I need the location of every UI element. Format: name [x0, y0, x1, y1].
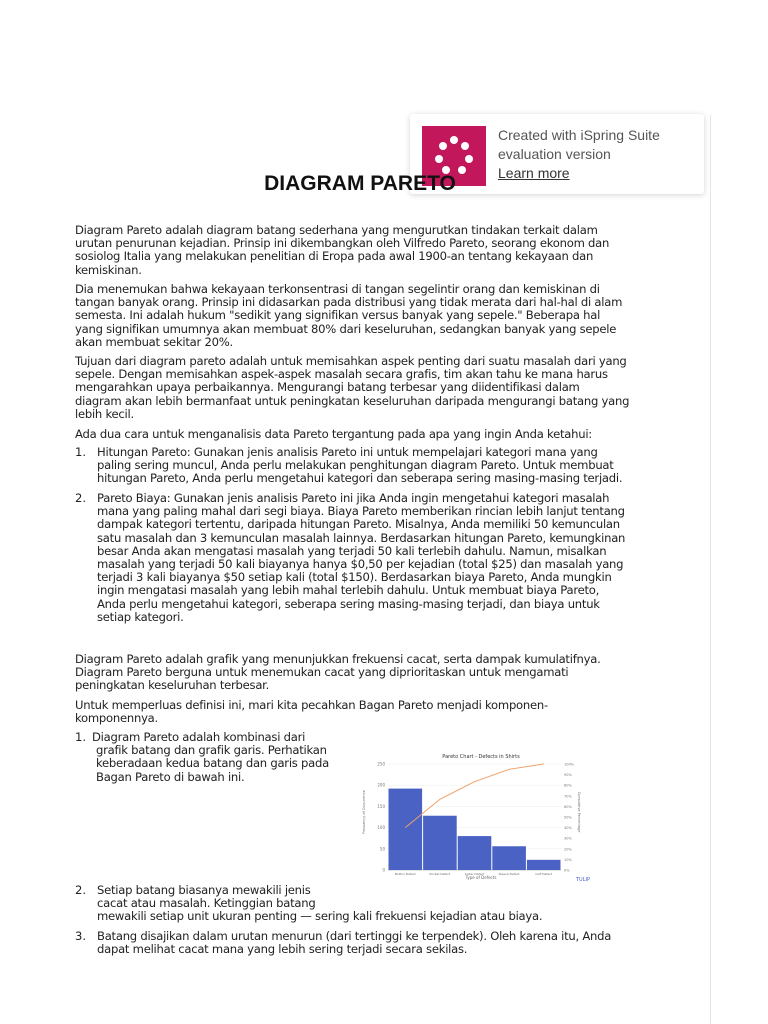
chart-plot — [356, 748, 606, 888]
chart-y-tick-label: 100 — [377, 825, 385, 831]
chart-x-tick-label: Collar Defect — [464, 872, 485, 876]
chart-x-tick-label: Cuff Defect — [535, 872, 553, 876]
text-line: lebih kecil. — [75, 406, 134, 421]
intro-paragraph-3 — [75, 355, 645, 421]
text-line: Diagram Pareto adalah grafik yang menunjukkan frekuensi cacat, serta dampak kumulatifnya. — [75, 652, 601, 666]
chart-y2-axis-label: Cumulative Percentage — [577, 791, 581, 833]
text-line: mengarahkan upaya perbaikannya. Mengurangi batang terbesar yang diidentifikasi dalam — [75, 380, 580, 395]
learn-more-link[interactable]: Learn more — [498, 165, 570, 181]
intro-paragraph-1 — [75, 224, 645, 277]
text-line: besar Anda akan mengatasi masalah yang terjadi 50 kali terlebih dahulu. Namun, misalkan — [97, 543, 607, 558]
text-line: satu masalah dan 3 kemunculan masalah lainnya. Berdasarkan hitungan Pareto, kemungkinan — [97, 530, 626, 545]
list-item-pareto-cost — [97, 492, 625, 624]
chart-x-tick-label: Pocket Defect — [429, 872, 451, 876]
text-line: mewakili setiap unit ukuran penting — sering kali frekuensi kejadian atau biaya. — [97, 909, 543, 924]
chart-y2-tick-label: 50% — [564, 815, 572, 820]
chart-y2-tick-label: 0% — [564, 868, 570, 873]
chart-y-tick-label: 150 — [377, 803, 385, 809]
chart-title: Pareto Chart - Defects in Shirts — [442, 754, 520, 760]
banner-line-2: evaluation version — [498, 146, 611, 162]
banner-line-1: Created with iSpring Suite — [498, 127, 660, 143]
page-edge-divider — [710, 115, 711, 1024]
chart-bar — [492, 846, 526, 870]
chart-y2-tick-label: 60% — [564, 804, 572, 809]
text-line: semesta. Ini adalah hukum "sedikit yang signifikan versus banyak yang sepele." Beberapa hal — [75, 308, 601, 323]
chart-bar — [389, 789, 423, 870]
list-item-descending-order — [97, 930, 611, 956]
text-line: tangan banyak orang. Prinsip ini didasarkan pada distribusi yang tidak merata dari hal-hal di alam — [75, 295, 623, 310]
chart-y-tick-label: 200 — [377, 782, 385, 788]
text-line: diagram akan lebih bermanfaat untuk peningkatan keseluruhan daripada mengurangi batang yang — [75, 393, 630, 408]
list-item-pareto-count — [97, 446, 622, 486]
chart-y2-tick-label: 70% — [564, 794, 572, 799]
list-item-bar-represents — [97, 884, 542, 924]
section2-paragraph-1 — [75, 653, 645, 693]
pareto-chart — [356, 748, 606, 888]
list-number: 1. — [75, 730, 87, 744]
text-line: hitungan Pareto, Anda perlu mengetahui kategori dan seberapa sering masing-masing terjadi. — [97, 471, 623, 486]
text-line: dampak kategori tertentu, daripada hitungan Pareto. Misalnya, Anda memiliki 50 kemunculan — [97, 517, 620, 532]
text-line: Bagan Pareto di bawah ini. — [96, 769, 245, 784]
page-title: DIAGRAM PARETO — [264, 172, 456, 195]
chart-y-tick-label: 0 — [382, 867, 385, 873]
text-line: komponennya. — [75, 711, 158, 726]
chart-y-axis-label: Frequency of Occurrence — [362, 790, 366, 834]
list-number: 2. — [75, 491, 87, 505]
text-line: keberadaan kedua batang dan garis pada — [96, 756, 329, 771]
text-line: ingin mengatasi masalah yang lebih mahal terlebih dahulu. Untuk membuat biaya Pareto, — [97, 583, 600, 598]
chart-x-tick-label: Button Defect — [394, 872, 416, 876]
text-line: Untuk memperluas definisi ini, mari kita pecahkan Bagan Pareto menjadi komponen- — [75, 698, 548, 712]
chart-bar — [423, 816, 457, 870]
chart-y2-tick-label: 40% — [564, 826, 572, 831]
chart-y2-tick-label: 10% — [564, 857, 572, 862]
list-number: 3. — [75, 929, 87, 943]
text-line: paling sering muncul, Anda perlu melakukan penghitungan diagram Pareto. Untuk membuat — [97, 458, 614, 473]
text-line: Dia menemukan bahwa kekayaan terkonsentrasi di tangan segelintir orang dan kemiskinan di — [75, 282, 600, 296]
chart-y2-tick-label: 80% — [564, 783, 572, 788]
text-line: sosiolog Italia yang melakukan penelitian di Eropa pada awal 1900-an tentang kekayaan dan — [75, 249, 594, 264]
text-line: kemiskinan. — [75, 262, 142, 277]
text-line: terjadi 3 kali biayanya $50 setiap kali (total $150). Berdasarkan biaya Pareto, Anda mungkin — [97, 570, 612, 585]
intro-paragraph-4: Ada dua cara untuk menganalisis data Pareto tergantung pada apa yang ingin Anda ketahui: — [75, 427, 592, 441]
text-line: Diagram Pareto berguna untuk menemukan cacat yang diprioritaskan untuk mengamati — [75, 665, 569, 680]
list-item-combination — [92, 731, 329, 784]
text-line: cacat atau masalah. Ketinggian batang — [97, 896, 316, 911]
chart-y2-tick-label: 90% — [564, 773, 572, 778]
list-number: 1. — [75, 445, 87, 459]
text-line: akan membuat sekitar 20%. — [75, 334, 233, 349]
text-line: Batang disajikan dalam urutan menurun (dari tertinggi ke terpendek). Oleh karena itu, Anda — [97, 929, 612, 943]
text-line: masalah yang terjadi 50 kali biayanya hanya $0,50 per kejadian (total $25) dan masalah yang — [97, 557, 624, 572]
text-line: sepele. Dengan memisahkan aspek-aspek masalah secara grafis, tim akan tahu ke mana harus — [75, 367, 608, 382]
text-line: Diagram Pareto adalah diagram batang sederhana yang mengurutkan tindakan terkait dalam — [75, 223, 598, 237]
section2-paragraph-2 — [75, 699, 645, 725]
chart-x-axis-label: Type of Defects — [465, 875, 497, 880]
chart-y-tick-label: 250 — [377, 761, 385, 767]
text-line: Setiap batang biasanya mewakili jenis — [97, 883, 311, 897]
text-line: mana yang paling mahal dari segi biaya. Biaya Pareto memberikan rincian lebih lanjut tentang — [97, 504, 625, 519]
text-line: Diagram Pareto adalah kombinasi dari — [92, 730, 306, 744]
text-line: grafik batang dan grafik garis. Perhatikan — [96, 743, 327, 758]
text-line: Tujuan dari diagram pareto adalah untuk memisahkan aspek penting dari suatu masalah dari yang — [75, 354, 627, 368]
text-line: Anda perlu mengetahui kategori, seberapa sering masing-masing terjadi, dan biaya untuk — [97, 596, 600, 611]
text-line: dapat melihat cacat mana yang lebih sering terjadi secara sekilas. — [97, 942, 468, 957]
chart-y2-tick-label: 20% — [564, 847, 572, 852]
chart-y2-tick-label: 30% — [564, 836, 572, 841]
chart-x-tick-label: Sleeve Defect — [498, 872, 520, 876]
intro-paragraph-2 — [75, 283, 645, 349]
text-line: Pareto Biaya: Gunakan jenis analisis Pareto ini jika Anda ingin mengetahui kategori masalah — [97, 491, 610, 505]
list-number: 2. — [75, 883, 87, 897]
text-line: setiap kategori. — [97, 609, 184, 624]
chart-brand-logo: TULIP — [576, 877, 590, 883]
chart-bar — [527, 860, 561, 870]
text-line: peningkatan keseluruhan terbesar. — [75, 678, 270, 693]
chart-bar — [458, 836, 492, 870]
text-line: yang signifikan umumnya akan membuat 80% dari keseluruhan, sedangkan banyak yang sepele — [75, 321, 617, 336]
text-line: urutan penurunan kejadian. Prinsip ini dikembangkan oleh Vilfredo Pareto, seorang ekonom dan — [75, 236, 610, 251]
text-line: Hitungan Pareto: Gunakan jenis analisis Pareto ini untuk mempelajari kategori mana yang — [97, 445, 598, 459]
chart-y-tick-label: 50 — [379, 846, 385, 852]
chart-y2-tick-label: 100% — [564, 762, 575, 767]
